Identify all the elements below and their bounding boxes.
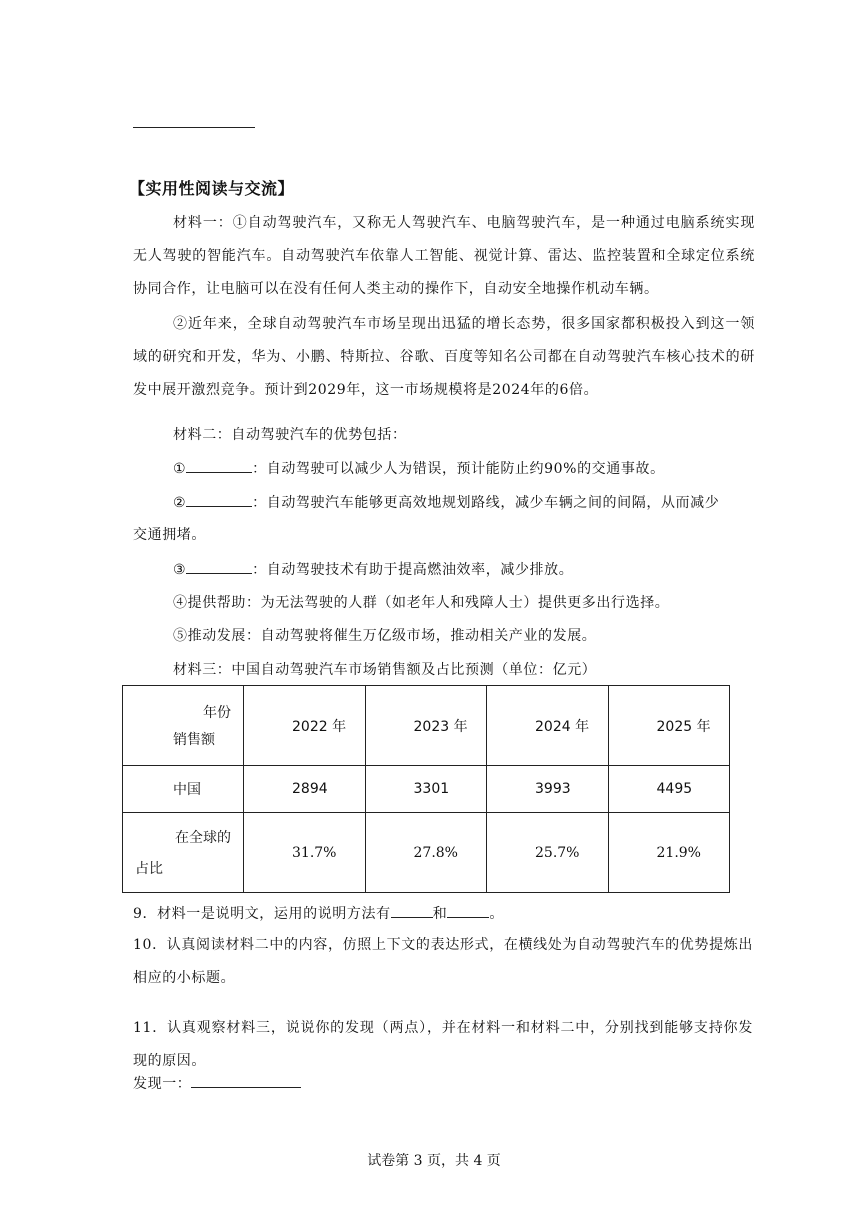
table-cell: 25.7% [487,813,609,893]
item1-number: ① [173,461,187,477]
item3-number: ③ [173,562,187,578]
row-label-china: 中国 [123,766,244,813]
table-cell: 31.7% [244,813,366,893]
item3-blank[interactable] [186,558,252,574]
material2-item1 [173,457,665,478]
table-header-row [123,686,730,766]
table-cell: 3993 [487,766,609,813]
corner-sales-label: 销售额 [173,732,215,748]
table-row-china [123,766,730,813]
item1-blank[interactable] [186,457,252,473]
material2-item2-continued: 交通拥堵。 [133,527,206,543]
q9-end: 。 [489,906,504,922]
q9-and: 和 [432,906,448,922]
material1-paragraph2: ②近年来，全球自动驾驶汽车市场呈现出迅猛的增长态势，很多国家都积极投入到这一领域的研究和开发，华为、小鹏、特斯拉、谷歌、百度等知名公司都在自动驾驶汽车核心技术的研发中展开激烈竞争。预计到2029年，这一市场规模将是2024年的6倍。 [133,316,755,398]
share-label-bottom: 占比 [135,861,163,877]
item2-text: ：自动驾驶汽车能够更高效地规划路线，减少车辆之间的间隔，从而减少 [252,495,720,511]
question-10: 10．认真阅读材料二中的内容，仿照上下文的表达形式，在横线处为自动驾驶汽车的优势提炼出相应的小标题。 [133,937,753,986]
material1-paragraph1: 材料一：①自动驾驶汽车，又称无人驾驶汽车、电脑驾驶汽车，是一种通过电脑系统实现无人驾驶的智能汽车。自动驾驶汽车依靠人工智能、视觉计算、雷达、监控装置和全球定位系统协同合作，让电脑可以在没有任何人类主动的操作下，自动安全地操作机动车辆。 [133,215,755,297]
item3-text: ：自动驾驶技术有助于提高燃油效率，减少排放。 [252,562,574,578]
material2-item2 [173,491,719,512]
finding1-label: 发现一： [133,1076,192,1092]
finding1-blank[interactable] [191,1072,301,1088]
sales-table [122,685,730,893]
q9-blank-1[interactable] [391,902,433,918]
year-header: 2023 年 [365,686,487,766]
share-label-top: 在全球的 [175,830,231,846]
row-label-share [123,813,244,893]
table-corner-cell [123,686,244,766]
material3-title: 材料三：中国自动驾驶汽车市场销售额及占比预测（单位：亿元） [173,662,597,678]
material2-item3 [173,558,573,579]
item2-blank[interactable] [186,491,252,507]
question-9 [133,902,504,923]
q9-blank-2[interactable] [447,902,489,918]
q9-text: 9．材料一是说明文，运用的说明方法有 [133,906,391,922]
corner-year-label: 年份 [203,705,231,721]
page-footer: 试卷第 3 页，共 4 页 [367,1153,501,1169]
year-header: 2022 年 [244,686,366,766]
year-header: 2025 年 [608,686,730,766]
answer-line [133,127,255,128]
item1-text: ：自动驾驶可以减少人为错误，预计能防止约90%的交通事故。 [252,461,665,477]
section-heading: 【实用性阅读与交流】 [129,179,295,198]
table-cell: 4495 [608,766,730,813]
table-cell: 3301 [365,766,487,813]
table-row-share [123,813,730,893]
table-cell: 21.9% [608,813,730,893]
question-11: 11．认真观察材料三，说说你的发现（两点），并在材料一和材料二中，分别找到能够支持你发现的原因。 [133,1020,753,1069]
material2-item4: ④提供帮助：为无法驾驶的人群（如老年人和残障人士）提供更多出行选择。 [173,595,670,611]
table-cell: 27.8% [365,813,487,893]
item2-number: ② [173,495,187,511]
year-header: 2024 年 [487,686,609,766]
material2-item5: ⑤推动发展：自动驾驶将催生万亿级市场，推动相关产业的发展。 [173,628,597,644]
material2-intro: 材料二：自动驾驶汽车的优势包括： [173,427,407,443]
finding-1 [133,1072,301,1093]
table-cell: 2894 [244,766,366,813]
